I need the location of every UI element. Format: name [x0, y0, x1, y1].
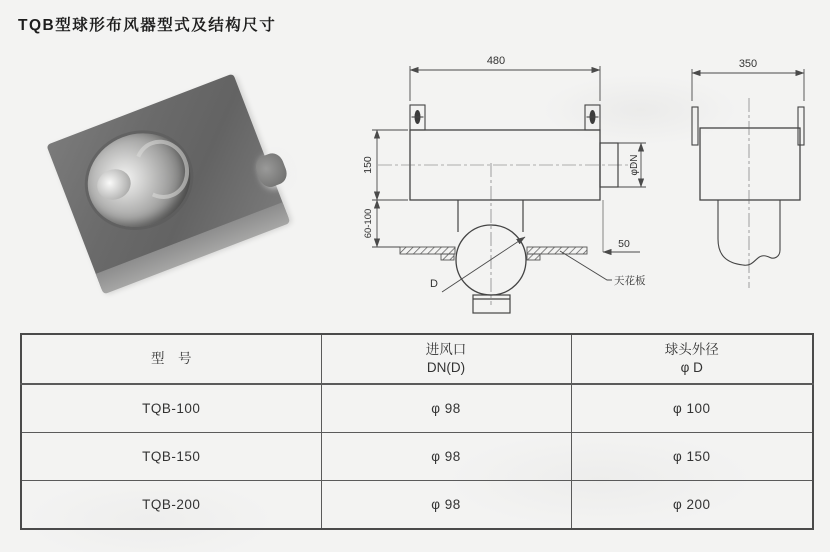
header-inlet-label-1: 进风口: [425, 341, 467, 357]
cell-model: TQB-100: [21, 384, 321, 433]
photo-inlet-stub: [253, 151, 291, 191]
spec-table: [20, 333, 814, 530]
cell-ball: φ 150: [571, 433, 813, 481]
dim-50-label: 50: [618, 238, 630, 250]
cell-model: TQB-200: [21, 481, 321, 530]
dim-350: [692, 69, 804, 101]
cell-inlet: φ 98: [321, 433, 571, 481]
neck-lines: [458, 200, 523, 232]
product-photo: [38, 80, 298, 310]
header-ball-label-1: 球头外径: [664, 341, 719, 357]
header-ball: [571, 334, 813, 384]
dim-60-100-label: 60-100: [363, 208, 374, 239]
header-model-label: 型 号: [151, 350, 192, 366]
table-header-row: [21, 334, 813, 384]
table-row: [21, 384, 813, 433]
header-inlet: [321, 334, 571, 384]
dim-480-label: 480: [486, 55, 506, 67]
plenum-box-end-outline: [700, 128, 800, 200]
ball-diameter-line: [442, 237, 525, 292]
page-title: TQB型球形布风器型式及结构尺寸: [18, 17, 277, 34]
header-model: [21, 334, 321, 384]
cell-model: TQB-150: [21, 433, 321, 481]
ball-diameter-label: D: [430, 278, 438, 290]
ceiling-leader-line: [560, 251, 612, 280]
cell-inlet: φ 98: [321, 384, 571, 433]
dim-inlet-label: φDN: [629, 154, 640, 176]
bottom-outlet: [473, 295, 510, 313]
side-flange-tabs: [692, 107, 804, 145]
header-ball-label-2: φ D: [680, 360, 703, 375]
cell-inlet: φ 98: [321, 481, 571, 530]
dim-350-label: 350: [738, 58, 758, 70]
front-view-drawing: [348, 43, 660, 333]
table-row: [21, 433, 813, 481]
dim-60-100: [372, 200, 400, 247]
header-inlet-label-2: DN(D): [426, 360, 466, 375]
ceiling-label: 天花板: [614, 275, 646, 287]
table-row: [21, 481, 813, 530]
cell-ball: φ 200: [571, 481, 813, 530]
hanger-bracket-left: [410, 105, 425, 130]
photo-nozzle-tip: [93, 164, 135, 204]
hanger-bracket-right: [585, 105, 600, 130]
dim-480: [410, 66, 600, 101]
dim-150-label: 150: [362, 156, 374, 174]
photo-device-body: [46, 73, 289, 292]
cell-ball: φ 100: [571, 384, 813, 433]
end-view-drawing: [648, 43, 826, 295]
